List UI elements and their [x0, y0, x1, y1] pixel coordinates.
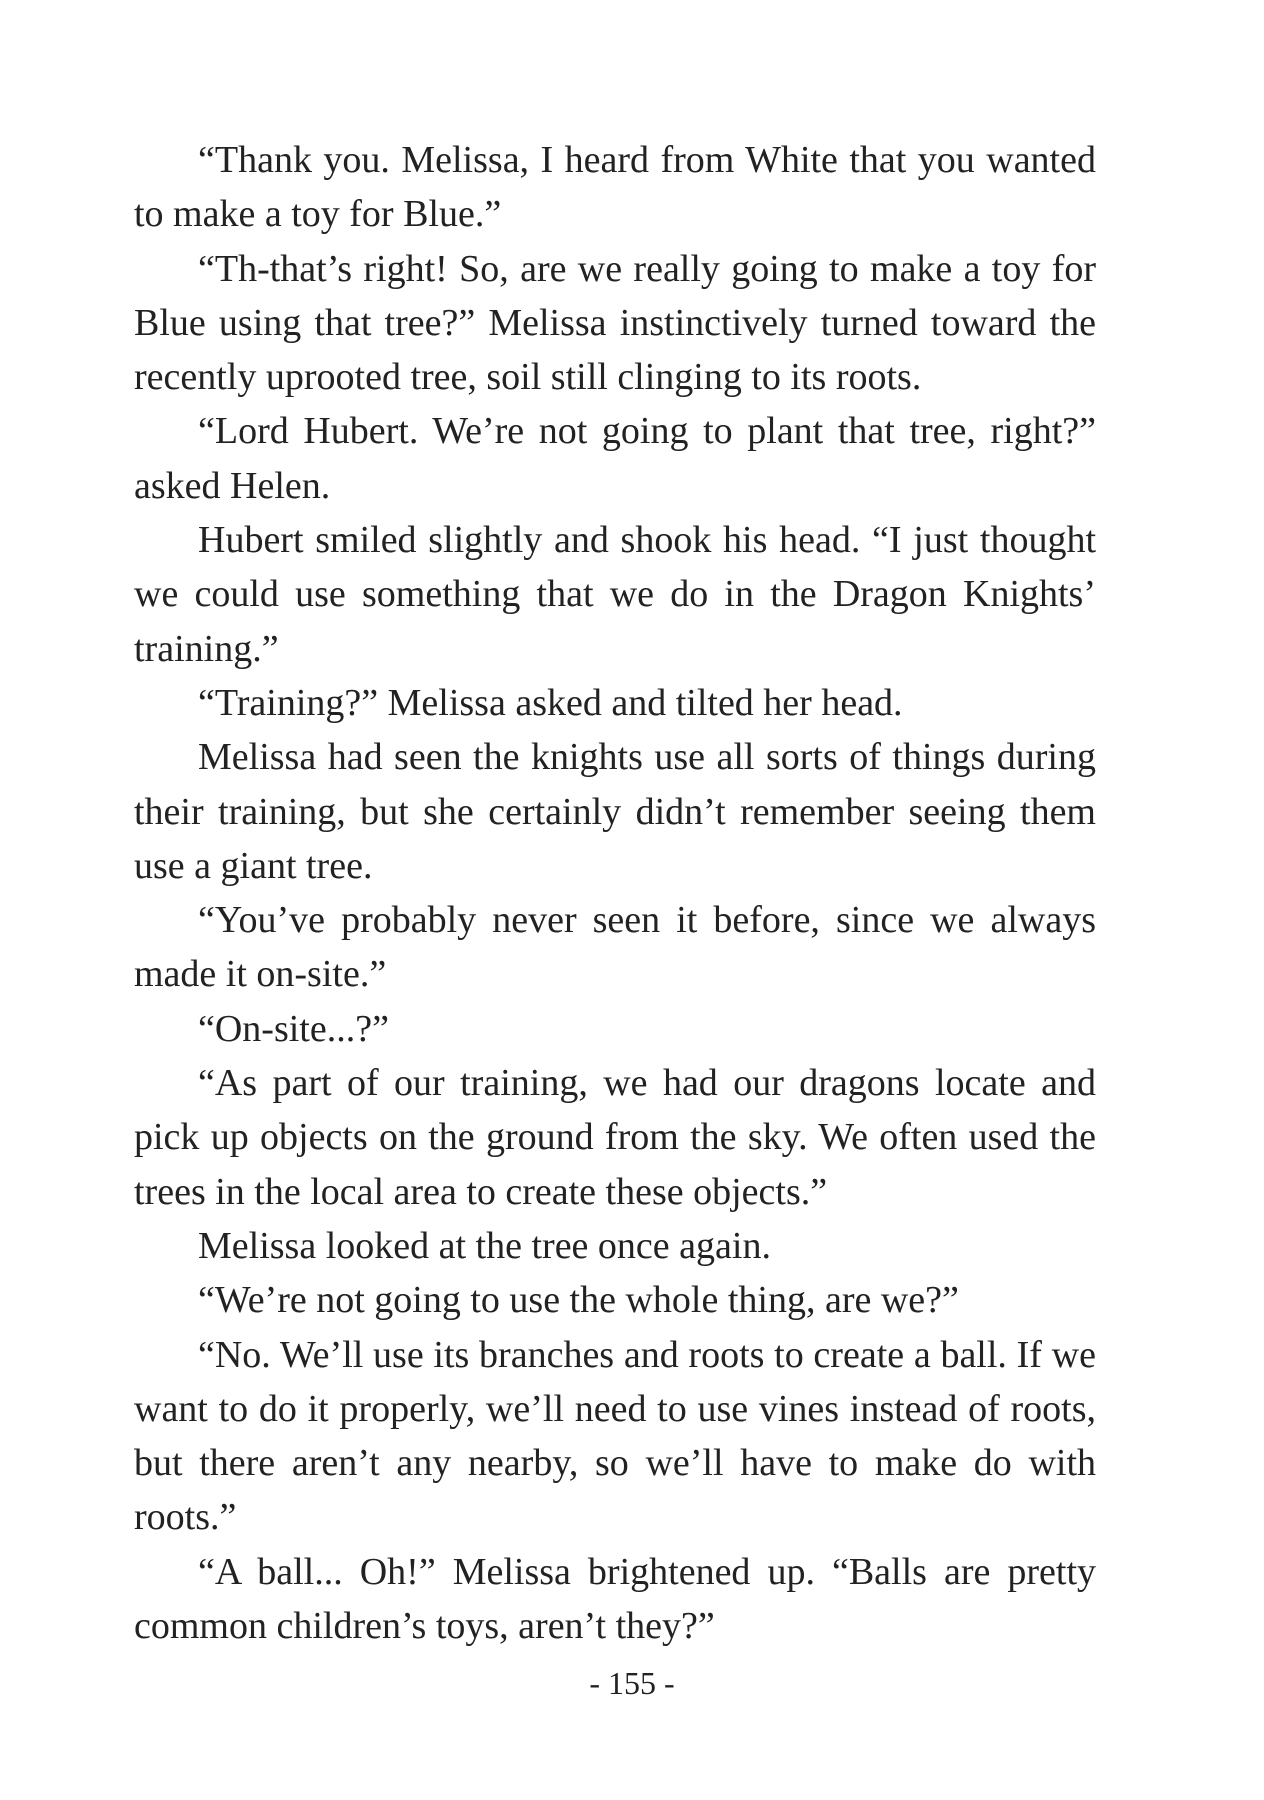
paragraph: “A ball... Oh!” Melissa brightened up. “Balls are pretty common children’s toys, aren’t they?”	[134, 1550, 1096, 1648]
paragraph: Hubert smiled slightly and shook his head. “I just thought we could use something that we do in the Dragon Knights’ training.”	[134, 519, 1096, 670]
paragraph: “Training?” Melissa asked and tilted her head.	[198, 681, 903, 724]
paragraph: “Lord Hubert. We’re not going to plant that tree, right?” asked Helen.	[134, 410, 1096, 507]
paragraph: “We’re not going to use the whole thing, are we?”	[198, 1279, 959, 1322]
body-text	[134, 133, 1096, 1653]
paragraph: Melissa had seen the knights use all sorts of things during their training, but she certainly didn’t remember seeing them use a giant tree.	[134, 736, 1096, 887]
paragraph: “You’ve probably never seen it before, since we always made it on-site.”	[134, 899, 1096, 996]
paragraph: “As part of our training, we had our dragons locate and pick up objects on the ground from the sky. We often used the trees in the local area to create these objects.”	[134, 1062, 1096, 1213]
paragraph: “Th-that’s right! So, are we really going to make a toy for Blue using that tree?” Melissa instinctively turned toward the recently uprooted tree, soil still clinging to its roots.	[134, 247, 1096, 399]
paragraph: “On-site...?”	[198, 1007, 389, 1050]
paragraph: “Thank you. Melissa, I heard from White that you wanted to make a toy for Blue.”	[134, 139, 1096, 236]
paragraph: “No. We’ll use its branches and roots to create a ball. If we want to do it properly, we’ll need to use vines instead of roots, but there aren’t any nearby, so we’ll have to make do with roots.”	[134, 1333, 1096, 1539]
paragraph: Melissa looked at the tree once again.	[198, 1224, 771, 1267]
page-number: - 155 -	[589, 1665, 675, 1701]
